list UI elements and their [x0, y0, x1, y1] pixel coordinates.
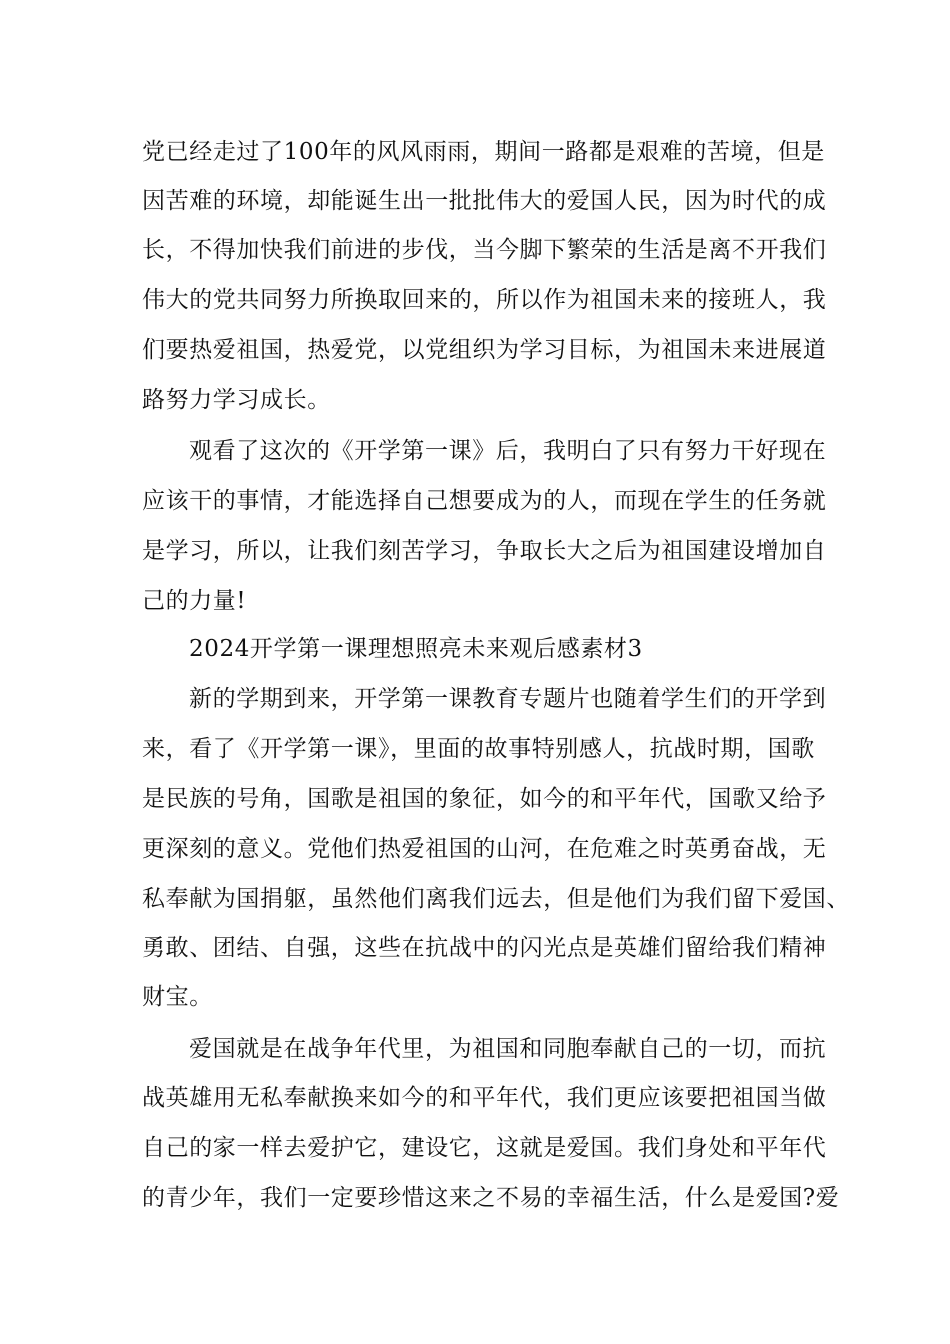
text-line: 是学习，所以，让我们刻苦学习，争取长大之后为祖国建设增加自: [142, 538, 827, 564]
text-line: 战英雄用无私奉献换来如今的和平年代，我们更应该要把祖国当做: [142, 1085, 827, 1111]
section-heading: 2024开学第一课理想照亮未来观后感素材3: [189, 636, 643, 662]
text-line: 党已经走过了100年的风风雨雨，期间一路都是艰难的苦境，但是: [142, 139, 825, 165]
text-line: 爱国就是在战争年代里，为祖国和同胞奉献自己的一切，而抗: [189, 1036, 827, 1062]
text-line: 路努力学习成长。: [142, 387, 331, 413]
text-line: 自己的家一样去爱护它，建设它，这就是爱国。我们身处和平年代: [142, 1135, 827, 1161]
text-line: 私奉献为国捐躯，虽然他们离我们远去，但是他们为我们留下爱国、: [142, 886, 850, 912]
text-line: 因苦难的环境，却能诞生出一批批伟大的爱国人民，因为时代的成: [142, 188, 827, 214]
text-line: 应该干的事情，才能选择自己想要成为的人，而现在学生的任务就: [142, 488, 827, 514]
text-line: 来，看了《开学第一课》，里面的故事特别感人，抗战时期，国歌: [142, 736, 815, 762]
text-line: 长，不得加快我们前进的步伐，当今脚下繁荣的生活是离不开我们: [142, 237, 827, 263]
text-line: 己的力量!: [142, 588, 247, 614]
text-line: 财宝。: [142, 984, 213, 1010]
text-line: 的青少年，我们一定要珍惜这来之不易的幸福生活，什么是爱国?爱: [142, 1185, 840, 1211]
text-line: 们要热爱祖国，热爱党，以党组织为学习目标，为祖国未来进展道: [142, 337, 827, 363]
text-line: 勇敢、团结、自强，这些在抗战中的闪光点是英雄们留给我们精神: [142, 935, 827, 961]
text-line: 更深刻的意义。党他们热爱祖国的山河，在危难之时英勇奋战，无: [142, 836, 827, 862]
text-line: 伟大的党共同努力所换取回来的，所以作为祖国未来的接班人，我: [142, 287, 827, 313]
text-line: 观看了这次的《开学第一课》后，我明白了只有努力干好现在: [189, 438, 827, 464]
text-line: 新的学期到来，开学第一课教育专题片也随着学生们的开学到: [189, 686, 827, 712]
text-line: 是民族的号角，国歌是祖国的象征，如今的和平年代，国歌又给予: [142, 786, 827, 812]
